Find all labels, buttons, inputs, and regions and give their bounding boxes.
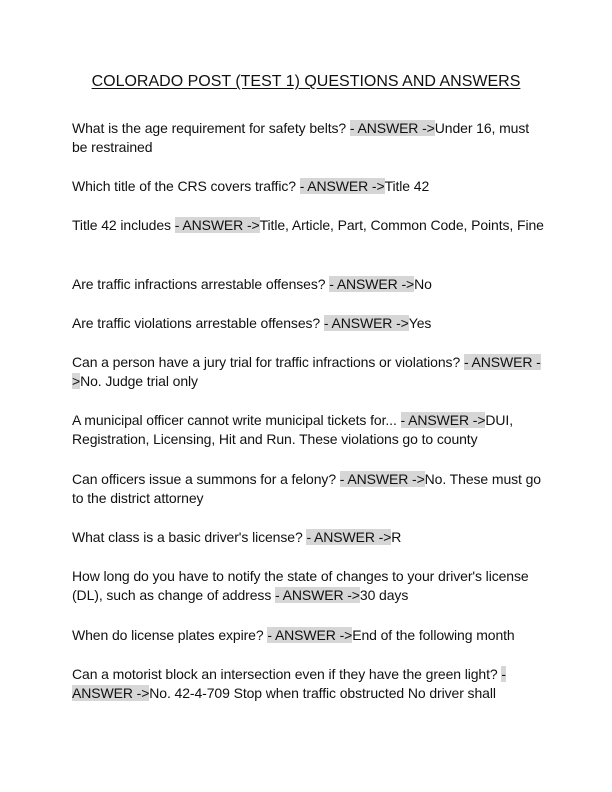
question-text: When do license plates expire? xyxy=(72,627,268,643)
qa-item xyxy=(72,353,544,391)
answer-text: No. Judge trial only xyxy=(80,373,198,389)
answer-marker: - ANSWER -> xyxy=(72,666,506,701)
question-text: Which title of the CRS covers traffic? xyxy=(72,178,300,194)
answer-text: No. 42-4-709 Stop when traffic obstructed No driver shall xyxy=(149,685,496,701)
page-title: COLORADO POST (TEST 1) QUESTIONS AND ANSWERS xyxy=(91,73,521,90)
question-text: Can a person have a jury trial for traffic infractions or violations? xyxy=(72,354,464,370)
question-text: Are traffic violations arrestable offenses? xyxy=(72,315,324,331)
qa-item xyxy=(72,626,544,645)
answer-text: End of the following month xyxy=(352,627,515,643)
question-text: Can a motorist block an intersection even if they have the green light? xyxy=(72,666,502,682)
qa-item xyxy=(72,470,544,508)
answer-text: Title 42 xyxy=(384,178,430,194)
qa-item xyxy=(72,567,544,605)
qa-item xyxy=(72,314,544,333)
question-text: How long do you have to notify the state of changes to your driver's license (DL), such as change of address xyxy=(72,568,529,603)
answer-marker: - ANSWER -> xyxy=(267,627,353,643)
answer-marker: - ANSWER -> xyxy=(72,354,541,389)
answer-marker: - ANSWER -> xyxy=(306,529,392,545)
answer-marker: - ANSWER -> xyxy=(339,471,425,487)
answer-text: Title, Article, Part, Common Code, Points, Fine xyxy=(259,217,544,233)
answer-marker: - ANSWER -> xyxy=(174,217,260,233)
question-text: What is the age requirement for safety belts? xyxy=(72,120,350,136)
answer-text: R xyxy=(391,529,402,545)
answer-text: Yes xyxy=(408,315,432,331)
question-text: Are traffic infractions arrestable offenses? xyxy=(72,276,330,292)
answer-text: DUI, Registration, Licensing, Hit and Run. These violations go to county xyxy=(72,412,514,447)
qa-item xyxy=(72,665,544,703)
answer-text: No. These must go to the district attorney xyxy=(72,471,541,506)
qa-item xyxy=(72,177,544,196)
answer-text: No xyxy=(414,276,432,292)
qa-item xyxy=(72,216,544,235)
qa-item xyxy=(72,275,544,294)
answer-marker: - ANSWER -> xyxy=(400,412,486,428)
qa-item xyxy=(72,119,544,157)
answer-marker: - ANSWER -> xyxy=(299,178,385,194)
question-text: Can officers issue a summons for a felony? xyxy=(72,471,340,487)
qa-item xyxy=(72,411,544,449)
question-text: Title 42 includes xyxy=(72,217,175,233)
question-text: What class is a basic driver's license? xyxy=(72,529,307,545)
answer-marker: - ANSWER -> xyxy=(349,120,435,136)
answer-marker: - ANSWER -> xyxy=(275,587,360,603)
question-text: A municipal officer cannot write municipal tickets for... xyxy=(72,412,401,428)
answer-marker: - ANSWER -> xyxy=(329,276,415,292)
answer-marker: - ANSWER -> xyxy=(323,315,409,331)
qa-item xyxy=(72,528,544,547)
answer-text: 30 days xyxy=(359,587,409,603)
answer-text: Under 16, must be restrained xyxy=(72,120,530,155)
